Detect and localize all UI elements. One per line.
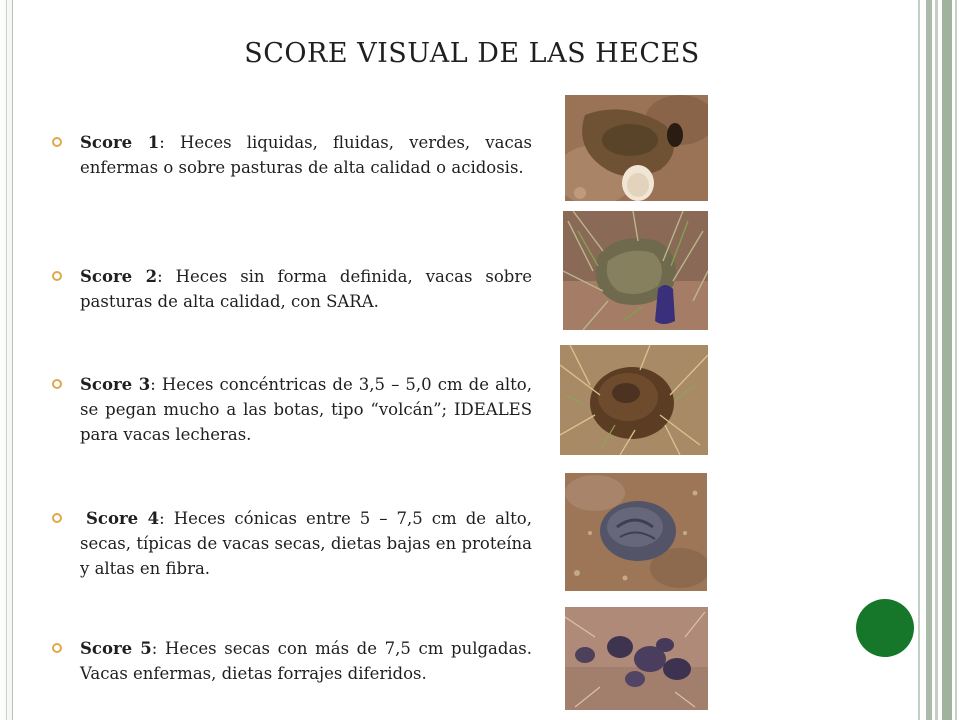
score-description: : Heces cónicas entre 5 – 7,5 cm de alto, secas, típicas de vacas secas, dietas bajas en proteína y altas en fibra. (80, 509, 532, 578)
score-1-photo (565, 95, 708, 201)
score-2-item (52, 264, 532, 314)
score-4-item (52, 506, 532, 581)
circle-bullet-icon (52, 513, 62, 523)
score-1-item (52, 130, 532, 180)
score-description: : Heces concéntricas de 3,5 – 5,0 cm de alto, se pegan mucho a las botas, tipo “volcán”; IDEALES para vacas lecheras. (80, 375, 532, 444)
slide-right-border (918, 0, 960, 720)
circle-bullet-icon (52, 271, 62, 281)
circle-bullet-icon (52, 379, 62, 389)
score-label: Score 1 (80, 133, 160, 152)
score-description: : Heces liquidas, fluidas, verdes, vacas enfermas o sobre pasturas de alta calidad o acidosis. (80, 133, 533, 177)
slide-title: SCORE VISUAL DE LAS HECES (244, 38, 700, 69)
score-3-photo (560, 345, 708, 455)
score-5-item (52, 636, 532, 686)
score-2-photo (563, 211, 708, 330)
score-4-photo (565, 473, 707, 591)
circle-bullet-icon (52, 137, 62, 147)
score-description: : Heces sin forma definida, vacas sobre pasturas de alta calidad, con SARA. (80, 267, 532, 311)
circle-bullet-icon (52, 643, 62, 653)
score-3-item (52, 372, 532, 447)
score-description: : Heces secas con más de 7,5 cm pulgadas. Vacas enfermas, dietas forrajes diferidos. (80, 639, 532, 683)
decorative-green-circle (856, 599, 914, 657)
slide-left-border (0, 0, 13, 720)
score-label: Score 3 (80, 375, 151, 394)
score-label: Score 2 (80, 267, 158, 286)
score-label: Score 4 (86, 509, 160, 528)
score-label: Score 5 (80, 639, 152, 658)
score-5-photo (565, 607, 708, 710)
